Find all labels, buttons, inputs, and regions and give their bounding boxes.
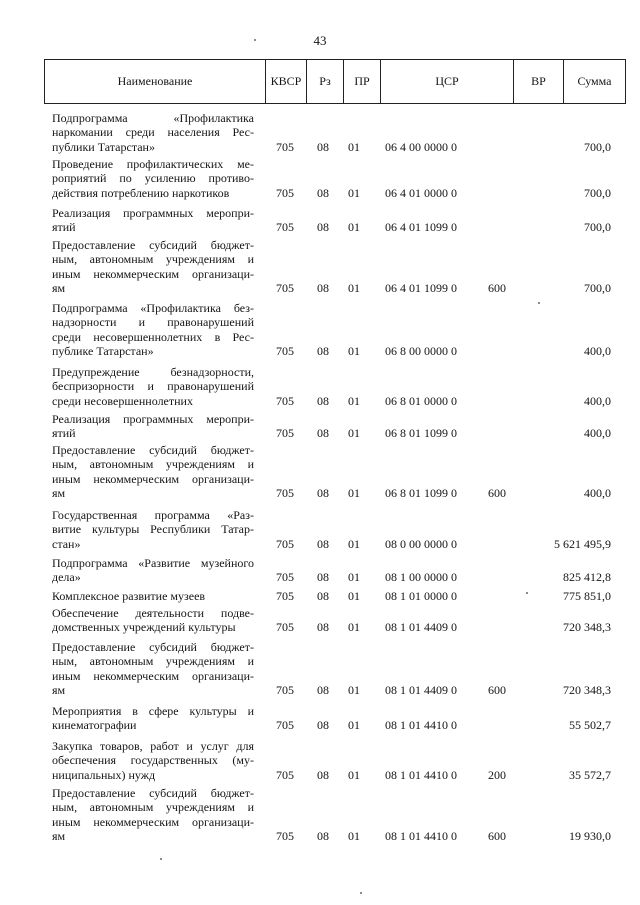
header-rz: Рз [307,60,344,103]
cell-sum: 700,0 [584,139,611,154]
row-name-line: стан» [52,536,81,551]
row-name-line: ятий [52,220,76,235]
cell-csr: 08 0 00 0000 0 [385,536,457,551]
row-name-line: Предупреждение безнадзорности, [52,365,254,379]
row-name-line: Предоставление субсидий бюджет- [52,443,254,457]
cell-pr: 01 [348,767,360,782]
cell-pr: 01 [348,220,360,235]
cell-sum: 720 348,3 [563,682,611,697]
cell-sum: 400,0 [584,485,611,500]
table-row [0,556,640,585]
row-name-line: ным, автономным учреждениям и [52,800,254,815]
row-name-line: витие культуры Республики Татар- [52,522,254,537]
row-name-line: Подпрограмма «Профилактика без- [52,301,254,315]
row-name-line: кинематографии [52,718,137,733]
row-name [52,606,254,635]
cell-rz: 08 [317,343,329,358]
cell-csr: 06 8 01 0000 0 [385,393,457,408]
page-number: 43 [313,33,327,48]
row-name-line: Предоставление субсидий бюджет- [52,238,254,252]
table-row [0,508,640,551]
row-name-line: дела» [52,570,81,585]
table-row [0,786,640,843]
header-sum: Сумма [577,74,612,88]
cell-rz: 08 [317,485,329,500]
cell-csr: 06 4 01 1099 0 [385,280,457,295]
row-name-line: иным некоммерческим организаци- [52,668,254,683]
cell-vr: 200 [488,767,506,782]
row-name [52,157,254,200]
cell-csr: 08 1 01 4409 0 [385,620,457,635]
row-name-line: ям [52,280,66,295]
row-name-line: Проведение профилактических ме- [52,157,254,171]
row-name-line: иным некоммерческим организаци- [52,814,254,829]
row-name-line: Предоставление субсидий бюджет- [52,786,254,800]
cell-kvsr: 705 [276,485,294,500]
row-name-line: Реализация программных меропри- [52,206,254,220]
cell-sum: 700,0 [584,280,611,295]
row-name [52,111,254,154]
row-name-line: Обеспечение деятельности подве- [52,606,254,620]
cell-sum: 55 502,7 [569,718,611,733]
cell-rz: 08 [317,767,329,782]
row-name-line: среди несовершеннолетних в Рес- [52,329,254,344]
cell-sum: 825 412,8 [563,570,611,585]
cell-sum: 700,0 [584,185,611,200]
row-name-line: публики Татарстан» [52,139,155,154]
row-name [52,640,254,697]
cell-kvsr: 705 [276,570,294,585]
row-name-line: иным некоммерческим организаци- [52,266,254,281]
cell-sum: 5 621 495,9 [554,536,611,551]
scan-speck [360,892,362,894]
cell-pr: 01 [348,485,360,500]
cell-kvsr: 705 [276,589,294,603]
cell-csr: 06 4 01 0000 0 [385,185,457,200]
row-name [52,443,254,500]
header-name: Наименование [45,60,266,103]
cell-rz: 08 [317,426,329,441]
row-name-line: ям [52,485,66,500]
cell-pr: 01 [348,682,360,697]
scan-speck [526,592,528,594]
cell-rz: 08 [317,682,329,697]
cell-csr: 06 8 01 1099 0 [385,485,457,500]
row-name [52,238,254,295]
cell-sum: 400,0 [584,426,611,441]
table-row [0,704,640,733]
cell-kvsr: 705 [276,393,294,408]
row-name [52,589,254,603]
row-name [52,412,254,441]
cell-kvsr: 705 [276,536,294,551]
table-row [0,640,640,697]
cell-kvsr: 705 [276,620,294,635]
cell-pr: 01 [348,536,360,551]
cell-sum: 400,0 [584,393,611,408]
row-name-line: ным, автономным учреждениям и [52,654,254,669]
row-name-line: надзорности и правонарушений [52,315,254,330]
row-name-line: ным, автономным учреждениям и [52,252,254,267]
cell-csr: 08 1 01 4410 0 [385,767,457,782]
cell-rz: 08 [317,185,329,200]
cell-sum: 700,0 [584,220,611,235]
cell-csr: 06 8 00 0000 0 [385,343,457,358]
cell-csr: 08 1 01 4410 0 [385,828,457,843]
cell-kvsr: 705 [276,185,294,200]
cell-csr: 06 4 00 0000 0 [385,139,457,154]
table-row [0,301,640,358]
row-name-line: Закупка товаров, работ и услуг для [52,739,254,753]
row-name-line: среди несовершеннолетних [52,393,193,408]
row-name-line: Подпрограмма «Профилактика [52,111,254,125]
table-row [0,606,640,635]
row-name-line: домственных учреждений культуры [52,620,236,635]
row-name [52,206,254,235]
cell-pr: 01 [348,620,360,635]
table-row [0,443,640,500]
row-name-line: ям [52,828,66,843]
table-row [0,111,640,154]
row-name-line: действия потреблению наркотиков [52,185,230,200]
cell-kvsr: 705 [276,682,294,697]
cell-rz: 08 [317,280,329,295]
row-name-line: ным, автономным учреждениям и [52,457,254,472]
table-row [0,238,640,295]
row-name-line: ниципальных) нужд [52,767,156,782]
table-row [0,739,640,782]
row-name-line: ям [52,682,66,697]
row-name [52,704,254,733]
header-pr: ПР [344,60,381,103]
cell-sum: 400,0 [584,343,611,358]
table-row [0,412,640,441]
cell-rz: 08 [317,393,329,408]
cell-vr: 600 [488,682,506,697]
cell-rz: 08 [317,589,329,603]
cell-sum: 35 572,7 [569,767,611,782]
cell-csr: 08 1 01 4409 0 [385,682,457,697]
row-name [52,786,254,843]
cell-csr: 06 4 01 1099 0 [385,220,457,235]
cell-pr: 01 [348,139,360,154]
row-name-line: Предоставление субсидий бюджет- [52,640,254,654]
cell-csr: 08 1 01 0000 0 [385,589,457,603]
row-name [52,301,254,358]
cell-rz: 08 [317,620,329,635]
cell-rz: 08 [317,570,329,585]
cell-vr: 600 [488,485,506,500]
row-name-line: Комплексное развитие музеев [52,589,206,603]
scan-speck [538,302,540,304]
row-name-line: Мероприятия в сфере культуры и [52,704,254,718]
cell-kvsr: 705 [276,220,294,235]
row-name-line: публике Татарстан» [52,343,154,358]
row-name [52,556,254,585]
cell-rz: 08 [317,718,329,733]
cell-sum: 775 851,0 [563,589,611,603]
table-row [0,206,640,235]
cell-pr: 01 [348,426,360,441]
cell-kvsr: 705 [276,718,294,733]
cell-kvsr: 705 [276,343,294,358]
cell-pr: 01 [348,718,360,733]
cell-pr: 01 [348,343,360,358]
cell-kvsr: 705 [276,828,294,843]
cell-sum: 19 930,0 [569,828,611,843]
table-header [44,59,626,104]
cell-pr: 01 [348,393,360,408]
row-name [52,508,254,551]
cell-pr: 01 [348,280,360,295]
row-name-line: ятий [52,426,76,441]
row-name-line: Государственная программа «Раз- [52,508,254,522]
cell-csr: 08 1 00 0000 0 [385,570,457,585]
cell-pr: 01 [348,828,360,843]
row-name-line: беспризорности и правонарушений [52,379,254,394]
cell-vr: 600 [488,828,506,843]
row-name-line: обеспечения государственных (му- [52,753,254,768]
row-name-line: иным некоммерческим организаци- [52,471,254,486]
cell-kvsr: 705 [276,280,294,295]
scan-speck [160,858,162,860]
row-name-line: Подпрограмма «Развитие музейного [52,556,254,570]
cell-kvsr: 705 [276,767,294,782]
cell-pr: 01 [348,589,360,603]
header-kvsr: КВСР [266,60,307,103]
table-row [0,365,640,408]
cell-vr: 600 [488,280,506,295]
cell-kvsr: 705 [276,139,294,154]
cell-rz: 08 [317,536,329,551]
table-row [0,157,640,200]
cell-rz: 08 [317,828,329,843]
row-name-line: наркомании среди населения Рес- [52,125,254,140]
row-name-line: Реализация программных меропри- [52,412,254,426]
cell-pr: 01 [348,570,360,585]
row-name [52,739,254,782]
cell-rz: 08 [317,220,329,235]
header-csr: ЦСР [381,60,514,103]
cell-sum: 720 348,3 [563,620,611,635]
cell-rz: 08 [317,139,329,154]
row-name-line: роприятий по усилению противо- [52,171,254,186]
cell-csr: 08 1 01 4410 0 [385,718,457,733]
scan-speck [254,39,256,41]
cell-kvsr: 705 [276,426,294,441]
cell-csr: 06 8 01 1099 0 [385,426,457,441]
cell-pr: 01 [348,185,360,200]
row-name [52,365,254,408]
table-row [0,589,640,603]
header-vr: ВР [514,60,564,103]
